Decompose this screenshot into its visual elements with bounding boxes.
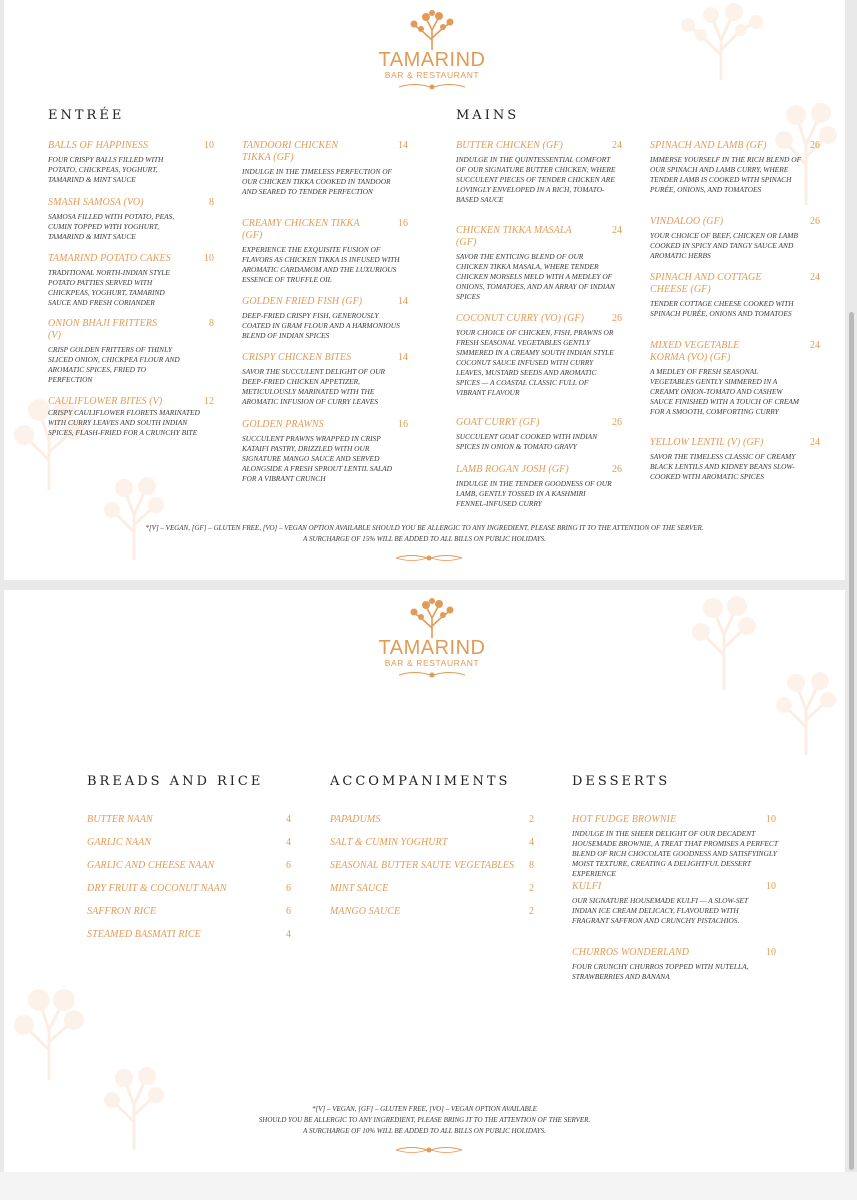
brand-name: TAMARIND [378, 637, 486, 659]
menu-item [572, 881, 776, 926]
item-description: IMMERSE YOURSELF IN THE RICH BLEND OF OUR SPINACH AND LAMB CURRY, WHERE TENDER LAMB IS COOKED WITH SPINACH PURÉE, ONIONS, AND TOMATOES [650, 155, 802, 194]
item-price: 10 [766, 881, 776, 892]
item-name: TAMARIND POTATO CAKES [48, 253, 171, 264]
item-price: 4 [286, 837, 291, 848]
menu-item [650, 140, 820, 195]
item-name: SPINACH AND COTTAGE CHEESE (GF) [650, 272, 762, 295]
item-name: YELLOW LENTIL (V) (GF) [650, 437, 764, 448]
item-price: 26 [612, 417, 622, 428]
item-name: CAULIFLOWER BITES (V) [48, 396, 163, 407]
item-name: GOAT CURRY (GF) [456, 417, 540, 428]
item-description: TENDER COTTAGE CHEESE COOKED WITH SPINACH PURÉE, ONIONS AND TOMATOES [650, 299, 794, 318]
menu-item [330, 814, 534, 826]
item-price: 8 [209, 197, 214, 208]
item-price: 2 [529, 906, 534, 917]
item-description: SAVOR THE TIMELESS CLASSIC OF CREAMY BLACK LENTILS AND KIDNEY BEANS SLOW-COOKED WITH AROMATIC SPICES [650, 452, 796, 481]
item-price: 14 [398, 296, 408, 307]
menu-item [456, 417, 622, 452]
item-description: YOUR CHOICE OF CHICKEN, FISH, PRAWNS OR FRESH SEASONAL VEGETABLES GENTLY SIMMERED IN A CREAMY SOUTH INDIAN STYLE COCONUT SAUCE INFUSED WITH CURRY LEAVES, MUSTARD SEEDS AND AROMATIC SPICES — A COASTAL CLASSIC FULL OF VIBRANT FLAVOUR [456, 328, 614, 397]
viewer-bottom-strip [0, 1172, 857, 1200]
menu-item [87, 883, 291, 895]
section-title-mains: MAINS [456, 108, 520, 123]
item-name: MINT SAUCE [330, 883, 389, 894]
item-price: 6 [286, 860, 291, 871]
item-price: 8 [209, 318, 214, 329]
item-price: 24 [612, 225, 622, 236]
menu-item [87, 929, 291, 941]
menu-item [572, 947, 776, 982]
menu-item [87, 837, 291, 849]
brand-tagline: BAR & RESTAURANT [384, 70, 480, 80]
item-name: MANGO SAUCE [330, 906, 401, 917]
item-description: INDULGE IN THE QUINTESSENTIAL COMFORT OF OUR SIGNATURE BUTTER CHICKEN, WHERE SUCCULENT PIECES OF TENDER CHICKEN ARE LOVINGLY ENVELOPED IN A RICH, TOMATO-BASED SAUCE [456, 155, 616, 204]
item-name: COCONUT CURRY (VO) (GF) [456, 313, 585, 324]
item-name: DRY FRUIT & COCONUT NAAN [87, 883, 227, 894]
item-name: SEASONAL BUTTER SAUTE VEGETABLES [330, 860, 515, 871]
item-price: 10 [204, 253, 214, 264]
menu-item [87, 906, 291, 918]
section-title-entree: ENTRÉE [48, 108, 125, 123]
item-price: 24 [810, 272, 820, 283]
tree-watermark-icon [4, 980, 99, 1080]
menu-item [650, 340, 820, 417]
item-name: SMASH SAMOSA (VO) [48, 197, 144, 208]
item-description: A MEDLEY OF FRESH SEASONAL VEGETABLES GENTLY SIMMERED IN A CREAMY ONION-TOMATO AND CASHEW SAUCE FINISHED WITH A TOUCH OF CREAM FOR A SMOOTH, COMFORTING CURRY [650, 367, 800, 416]
section-title-desserts: DESSERTS [572, 774, 671, 789]
tamarind-tree-icon [409, 10, 455, 50]
item-price: 26 [810, 140, 820, 151]
menu-item [242, 352, 408, 407]
flourish-divider-icon [397, 670, 467, 680]
tree-watermark-icon [92, 470, 177, 560]
item-name: KULFI [572, 881, 602, 892]
item-name: LAMB ROGAN JOSH (GF) [456, 464, 569, 475]
item-name: SPINACH AND LAMB (GF) [650, 140, 767, 151]
item-price: 6 [286, 883, 291, 894]
item-description: INDULGE IN THE SHEER DELIGHT OF OUR DECADENT HOUSEMADE BROWNIE, A TREAT THAT PROMISES A PERFECT BLEND OF RICH CHOCOLATE GOODNESS AND SATISFYINGLY MOIST TEXTURE, CREATING A DELIGHTFUL DESSERT EXPERIENCE [572, 829, 778, 878]
footnote-line: A SURCHARGE OF 10% WILL BE ADDED TO ALL BILLS ON PUBLIC HOLIDAYS. [303, 1127, 546, 1135]
menu-item [87, 814, 291, 826]
tamarind-tree-icon [409, 598, 455, 638]
viewer-scrollbar[interactable] [849, 312, 854, 1170]
brand-name: TAMARIND [378, 49, 486, 71]
menu-item [242, 140, 408, 197]
item-name: MIXED VEGETABLE KORMA (VO) (GF) [650, 340, 740, 363]
menu-item [330, 860, 534, 872]
item-price: 2 [529, 814, 534, 825]
menu-item [48, 318, 214, 385]
item-price: 14 [398, 352, 408, 363]
item-name: CHICKEN TIKKA MASALA (GF) [456, 225, 572, 248]
flourish-divider-icon [397, 82, 467, 92]
footnote-line: *[V] – VEGAN, [GF] – GLUTEN FREE, [VO] – VEGAN OPTION AVAILABLE SHOULD YOU BE ALLERGIC TO ANY INGREDIENT, PLEASE BRING IT TO THE ATTENTION OF THE SERVER. [145, 524, 704, 532]
item-name: BUTTER CHICKEN (GF) [456, 140, 563, 151]
tree-watermark-icon [676, 0, 766, 80]
item-description: FOUR CRISPY BALLS FILLED WITH POTATO, CHICKPEAS, YOGHURT, TAMARIND & MINT SAUCE [48, 155, 164, 184]
menu-item [456, 313, 622, 398]
item-description: OUR SIGNATURE HOUSEMADE KULFI — A SLOW-SET INDIAN ICE CREAM DELICACY, FLAVOURED WITH FRAGRANT SAFFRON AND CRUNCHY PISTACHIOS. [572, 896, 749, 925]
section-title-breads: BREADS AND RICE [87, 774, 264, 789]
item-price: 26 [612, 464, 622, 475]
item-price: 26 [612, 313, 622, 324]
item-name: STEAMED BASMATI RICE [87, 929, 201, 940]
item-price: 2 [529, 883, 534, 894]
item-description: CRISP GOLDEN FRITTERS OF THINLY SLICED ONION, CHICKPEA FLOUR AND AROMATIC SPICES, FRIED TO PERFECTION [48, 345, 180, 384]
section-title-accompaniments: ACCOMPANIMENTS [330, 774, 511, 789]
item-name: SALT & CUMIN YOGHURT [330, 837, 448, 848]
item-price: 10 [204, 140, 214, 151]
item-name: BALLS OF HAPPINESS [48, 140, 149, 151]
item-name: GOLDEN PRAWNS [242, 419, 324, 430]
menu-item [242, 296, 408, 341]
item-price: 10 [766, 814, 776, 825]
menu-item [650, 272, 820, 319]
item-name: ONION BHAJI FRITTERS (V) [48, 318, 158, 341]
item-price: 8 [529, 860, 534, 871]
tree-watermark-icon [766, 665, 845, 755]
menu-item [87, 860, 291, 872]
item-description: FOUR CRUNCHY CHURROS TOPPED WITH NUTELLA, STRAWBERRIES AND BANANA [572, 962, 749, 981]
footnote-line: *[V] – VEGAN, [GF] – GLUTEN FREE, [VO] – VEGAN OPTION AVAILABLE [312, 1105, 537, 1113]
menu-item [48, 140, 214, 185]
item-name: CRISPY CHICKEN BITES [242, 352, 352, 363]
menu-item [242, 218, 408, 285]
item-name: HOT FUDGE BROWNIE [572, 814, 677, 825]
menu-item [48, 396, 214, 438]
menu-page-2 [4, 590, 845, 1172]
flourish-divider-icon [394, 1144, 464, 1156]
tree-watermark-icon [679, 590, 769, 690]
item-price: 4 [286, 929, 291, 940]
menu-footnote [4, 523, 845, 545]
item-description: CRISPY CAULIFLOWER FLORETS MARINATED WITH CURRY LEAVES AND SOUTH INDIAN SPICES, FLASH-FRIED FOR A CRUNCHY BITE [48, 408, 200, 437]
item-name: GARLIC AND CHEESE NAAN [87, 860, 215, 871]
menu-item [456, 225, 622, 302]
item-price: 4 [286, 814, 291, 825]
item-name: TANDOORI CHICKEN TIKKA (GF) [242, 140, 339, 163]
item-price: 10 [766, 947, 776, 958]
restaurant-logo [352, 598, 512, 680]
item-price: 24 [612, 140, 622, 151]
brand-tagline: BAR & RESTAURANT [384, 658, 480, 668]
item-price: 12 [204, 396, 214, 407]
item-description: YOUR CHOICE OF BEEF, CHICKEN OR LAMB COOKED IN SPICY AND TANGY SAUCE AND AROMATIC HERBS [650, 231, 798, 260]
menu-page-1 [4, 0, 845, 580]
item-description: INDULGE IN THE TENDER GOODNESS OF OUR LAMB, GENTLY TOSSED IN A KASHMIRI FENNEL-INFUSED CURRY [456, 479, 612, 508]
item-name: VINDALOO (GF) [650, 216, 724, 227]
menu-item [48, 197, 214, 242]
footnote-line: SHOULD YOU BE ALLERGIC TO ANY INGREDIENT, PLEASE BRING IT TO THE ATTENTION OF THE SERVER. [258, 1116, 591, 1124]
menu-item [650, 437, 820, 482]
item-name: BUTTER NAAN [87, 814, 153, 825]
item-description: TRADITIONAL NORTH-INDIAN STYLE POTATO PATTIES SERVED WITH CHICKPEAS, YOGHURT, TAMARIND SAUCE AND FRESH CORIANDER [48, 268, 170, 307]
item-price: 4 [529, 837, 534, 848]
item-description: SAVOR THE ENTICING BLEND OF OUR CHICKEN TIKKA MASALA, WHERE TENDER CHICKEN MORSELS MELD WITH A MEDLEY OF ONIONS, TOMATOES, AND AN ARRAY OF INDIAN SPICES [456, 252, 615, 301]
item-name: CHURROS WONDERLAND [572, 947, 690, 958]
item-name: SAFFRON RICE [87, 906, 157, 917]
item-name: GARLIC NAAN [87, 837, 152, 848]
menu-item [330, 906, 534, 918]
item-price: 16 [398, 218, 408, 229]
flourish-divider-icon [394, 552, 464, 564]
item-description: SUCCULENT PRAWNS WRAPPED IN CRISP KATAIFI PASTRY, DRIZZLED WITH OUR SIGNATURE MANGO SAUCE AND SERVED ALONGSIDE A FRESH SPROUT LENTIL SALAD FOR A VIBRANT CRUNCH [242, 434, 392, 483]
item-price: 14 [398, 140, 408, 151]
menu-item [572, 814, 776, 879]
menu-item [330, 883, 534, 895]
restaurant-logo [352, 10, 512, 92]
item-description: SAMOSA FILLED WITH POTATO, PEAS, CUMIN TOPPED WITH YOGHURT, TAMARIND & MINT SAUCE [48, 212, 175, 241]
item-name: GOLDEN FRIED FISH (GF) [242, 296, 363, 307]
item-description: SUCCULENT GOAT COOKED WITH INDIAN SPICES IN ONION & TOMATO GRAVY [456, 432, 598, 451]
item-description: EXPERIENCE THE EXQUISITE FUSION OF FLAVORS AS CHICKEN TIKKA IS INFUSED WITH AROMATIC CARDAMOM AND THE LUXURIOUS ESSENCE OF TRUFFLE OIL [242, 245, 400, 284]
item-price: 6 [286, 906, 291, 917]
menu-item [650, 216, 820, 261]
menu-item [48, 253, 214, 308]
item-description: INDULGE IN THE TIMELESS PERFECTION OF OUR CHICKEN TIKKA COOKED IN TANDOOR AND SEARED TO TENDER PERFECTION [242, 167, 393, 196]
menu-item [456, 464, 622, 509]
item-name: PAPADUMS [330, 814, 381, 825]
footnote-line: A SURCHARGE OF 15% WILL BE ADDED TO ALL BILLS ON PUBLIC HOLIDAYS. [303, 535, 546, 543]
item-price: 26 [810, 216, 820, 227]
menu-item [242, 419, 408, 484]
item-description: DEEP-FRIED CRISPY FISH, GENEROUSLY COATED IN GRAM FLOUR AND A HARMONIOUS BLEND OF INDIAN SPICES [242, 311, 400, 340]
item-name: CREAMY CHICKEN TIKKA (GF) [242, 218, 360, 241]
menu-item [330, 837, 534, 849]
menu-item [456, 140, 622, 205]
menu-footnote [4, 1104, 845, 1137]
item-price: 24 [810, 340, 820, 351]
item-description: SAVOR THE SUCCULENT DELIGHT OF OUR DEEP-FRIED CHICKEN APPETIZER, METICULOUSLY MARINATED WITH THE AROMATIC INFUSION OF CURRY LEAVES [242, 367, 386, 406]
item-price: 24 [810, 437, 820, 448]
item-price: 16 [398, 419, 408, 430]
